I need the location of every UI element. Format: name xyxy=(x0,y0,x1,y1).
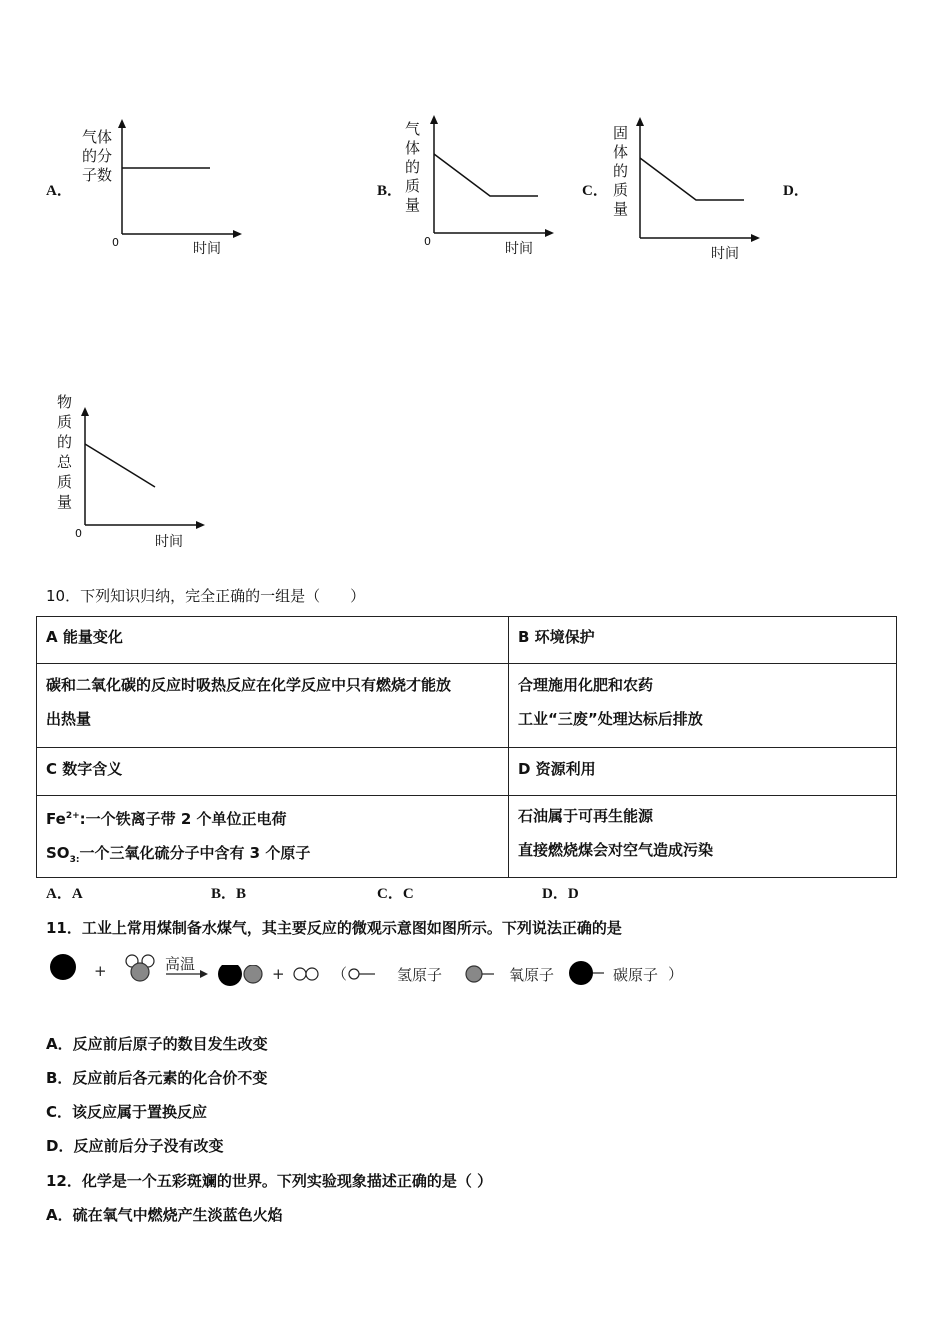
graph-c-series xyxy=(640,158,744,200)
oxygen-atom-icon xyxy=(466,966,482,982)
legend-hydrogen: 氢原子 xyxy=(397,966,443,984)
cell-d-body: 石油属于可再生能源 直接燃烧煤会对空气造成污染 xyxy=(509,796,897,878)
option-c-label: C． xyxy=(582,183,608,199)
q10-table xyxy=(36,616,897,878)
legend-close: ） xyxy=(668,965,684,983)
plus-sign-2: + xyxy=(272,965,285,983)
q11-option-d[interactable]: D．反应前后分子没有改变 xyxy=(46,1137,224,1155)
graph-c-plot xyxy=(628,114,768,244)
graph-d-xlabel: 时间 xyxy=(155,534,183,550)
q10-stem: 10．下列知识归纳，完全正确的一组是（ ） xyxy=(46,587,366,605)
graph-b-plot xyxy=(422,112,562,242)
q10-answer-d[interactable]: D．D xyxy=(542,886,579,902)
q11-stem: 11．工业上常用煤制备水煤气，其主要反应的微观示意图如图所示。下列说法正确的是 xyxy=(46,919,622,937)
q11-option-c[interactable]: C．该反应属于置换反应 xyxy=(46,1103,208,1121)
graph-a-origin: 0 xyxy=(112,236,119,249)
q12-option-a[interactable]: A．硫在氧气中燃烧产生淡蓝色火焰 xyxy=(46,1206,283,1224)
carbon-atom-icon xyxy=(50,954,76,980)
cell-b-body: 合理施用化肥和农药 工业“三废”处理达标后排放 xyxy=(509,664,897,748)
arrow-right-icon xyxy=(200,970,208,978)
graph-a-plot xyxy=(110,116,250,246)
q10-answer-c[interactable]: C．C xyxy=(377,886,414,902)
q12-stem: 12．化学是一个五彩斑斓的世界。下列实验现象描述正确的是（ ） xyxy=(46,1172,493,1190)
graph-d-ylabel: 物 质 的 总 质 量 xyxy=(57,393,73,511)
q11-option-b[interactable]: B．反应前后各元素的化合价不变 xyxy=(46,1069,268,1087)
oxygen-atom-icon xyxy=(244,965,262,983)
q10-answer-b[interactable]: B．B xyxy=(211,886,247,902)
q11-option-a[interactable]: A．反应前后原子的数目发生改变 xyxy=(46,1035,268,1053)
graph-a-ylabel: 气体 的分 子数 xyxy=(82,128,113,184)
graph-d-series xyxy=(85,444,155,487)
carbon-atom-icon xyxy=(218,965,242,986)
option-d-label: D． xyxy=(783,183,809,199)
reaction-condition: 高温 xyxy=(165,955,196,973)
carbon-atom-icon xyxy=(569,961,593,985)
legend-open: （ xyxy=(332,965,348,983)
cell-b-head: B 环境保护 xyxy=(509,617,897,664)
graph-c-xlabel: 时间 xyxy=(711,246,739,262)
graph-b-origin: 0 xyxy=(424,235,431,248)
legend-carbon-symbol xyxy=(566,958,606,988)
option-b-label: B． xyxy=(377,183,403,199)
graph-b-xlabel: 时间 xyxy=(505,241,533,257)
option-a-label: A． xyxy=(46,183,72,199)
legend-oxygen: 氧原子 xyxy=(509,966,555,984)
cell-c-head: C 数字含义 xyxy=(37,748,509,796)
graph-a-xlabel: 时间 xyxy=(193,241,221,257)
cell-a-body: 碳和二氧化碳的反应时吸热反应在化学反应中只有燃烧才能放 出热量 xyxy=(37,664,509,748)
q10-answer-a[interactable]: A．A xyxy=(46,886,83,902)
plus-sign-1: + xyxy=(94,962,107,980)
graph-d-origin: 0 xyxy=(75,527,82,540)
hydrogen-atom-icon xyxy=(306,968,318,980)
oxygen-atom-icon xyxy=(131,963,149,981)
legend-carbon: 碳原子 xyxy=(613,966,659,984)
graph-b-ylabel: 气 体 的 质 量 xyxy=(405,120,421,214)
cell-c-body: $Fe^{2+}$:一个铁离子带 2 个单位正电荷 $SO_{3:}$一个三氧化硫分子中含有 3 个原子 xyxy=(37,796,509,878)
cell-a-head: A 能量变化 xyxy=(37,617,509,664)
hydrogen-atom-icon xyxy=(349,969,359,979)
cell-d-head: D 资源利用 xyxy=(509,748,897,796)
graph-d-plot xyxy=(73,404,213,534)
reaction-products xyxy=(164,965,494,995)
graph-b-series xyxy=(434,154,538,196)
hydrogen-atom-icon xyxy=(294,968,306,980)
graph-c-ylabel: 固 体 的 质 量 xyxy=(613,124,629,218)
